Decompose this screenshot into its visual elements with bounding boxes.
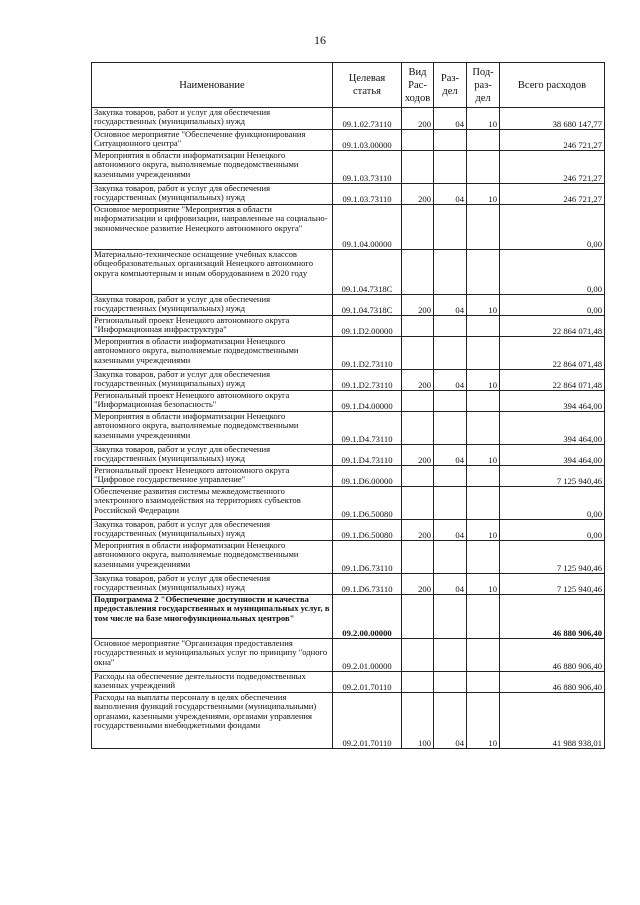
cell-name: Закупка товаров, работ и услуг для обеспечения государственных (муниципальных) нужд [92,184,333,205]
cell-podrazdel [467,672,500,693]
cell-total: 246 721,27 [500,130,605,151]
cell-razdel: 04 [434,693,467,749]
cell-total: 7 125 940,46 [500,574,605,595]
cell-total: 0,00 [500,520,605,541]
header-name: Наименование [92,63,333,108]
cell-podrazdel [467,412,500,445]
cell-total: 394 464,00 [500,445,605,466]
cell-podrazdel [467,151,500,184]
cell-total: 246 721,27 [500,184,605,205]
cell-podrazdel: 10 [467,108,500,130]
table-row [92,672,605,693]
cell-total: 0,00 [500,205,605,250]
cell-vid: 200 [402,108,434,130]
cell-total: 7 125 940,46 [500,466,605,487]
table-row [92,250,605,295]
cell-code: 09.1.D6.50080 [333,520,402,541]
cell-podrazdel [467,316,500,337]
table-row [92,184,605,205]
cell-name: Основное мероприятие "Организация предоставления государственных и муниципальных услуг по принципу "одного окна" [92,639,333,672]
cell-total: 0,00 [500,487,605,520]
cell-total: 46 880 906,40 [500,639,605,672]
cell-code: 09.1.D4.73110 [333,445,402,466]
cell-razdel [434,205,467,250]
cell-name: Региональный проект Ненецкого автономного округа "Цифровое государственное управление" [92,466,333,487]
cell-podrazdel [467,130,500,151]
table-row [92,520,605,541]
cell-name: Региональный проект Ненецкого автономного округа "Информационная безопасность" [92,391,333,412]
cell-code: 09.1.D2.73110 [333,337,402,370]
cell-total: 22 864 071,48 [500,316,605,337]
budget-table [91,62,605,749]
cell-vid [402,595,434,639]
cell-name: Расходы на выплаты персоналу в целях обеспечения выполнения функций государственными (муниципальными) органами, казенными учреждениями, органами управления государственными внебюджетными фондами [92,693,333,749]
cell-razdel [434,541,467,574]
header-vid: Вид Рас- ходов [402,63,434,108]
cell-razdel [434,391,467,412]
cell-razdel [434,130,467,151]
cell-razdel: 04 [434,445,467,466]
cell-name: Закупка товаров, работ и услуг для обеспечения государственных (муниципальных) нужд [92,520,333,541]
cell-podrazdel: 10 [467,295,500,316]
table-row [92,108,605,130]
cell-total: 41 988 938,01 [500,693,605,749]
cell-razdel: 04 [434,108,467,130]
cell-podrazdel: 10 [467,520,500,541]
cell-name: Закупка товаров, работ и услуг для обеспечения государственных (муниципальных) нужд [92,295,333,316]
cell-razdel [434,639,467,672]
cell-vid [402,541,434,574]
cell-name: Расходы на обеспечение деятельности подведомственных казенных учреждений [92,672,333,693]
cell-podrazdel [467,391,500,412]
cell-name: Основное мероприятие "Мероприятия в области информатизации и цифровизации, направленные на социально-экономическое развитие Ненецкого автономного округа" [92,205,333,250]
cell-razdel [434,672,467,693]
cell-razdel: 04 [434,295,467,316]
table-row [92,466,605,487]
table-row [92,487,605,520]
cell-name: Мероприятия в области информатизации Ненецкого автономного округа, выполняемые подведомственными казенными учреждениями [92,541,333,574]
cell-podrazdel: 10 [467,574,500,595]
table-row [92,205,605,250]
cell-razdel: 04 [434,370,467,391]
cell-code: 09.1.D6.73110 [333,574,402,595]
cell-vid [402,639,434,672]
cell-podrazdel: 10 [467,445,500,466]
header-total: Всего расходов [500,63,605,108]
cell-vid [402,130,434,151]
cell-vid [402,412,434,445]
cell-podrazdel: 10 [467,370,500,391]
table-row [92,151,605,184]
cell-name: Мероприятия в области информатизации Ненецкого автономного округа, выполняемые подведомственными казенными учреждениями [92,151,333,184]
cell-vid [402,391,434,412]
cell-code: 09.1.04.7318С [333,250,402,295]
cell-vid: 200 [402,520,434,541]
cell-vid [402,672,434,693]
cell-code: 09.1.D4.73110 [333,412,402,445]
cell-vid: 200 [402,370,434,391]
table-body [92,108,605,749]
cell-code: 09.1.04.00000 [333,205,402,250]
table-row [92,295,605,316]
cell-name: Подпрограмма 2 "Обеспечение доступности и качества предоставления государственных и муниципальных услуг, в том числе на базе многофункциональных центров" [92,595,333,639]
table-row [92,639,605,672]
cell-podrazdel [467,595,500,639]
cell-total: 22 864 071,48 [500,370,605,391]
cell-podrazdel [467,205,500,250]
cell-code: 09.1.03.73110 [333,184,402,205]
table-row [92,130,605,151]
cell-total: 0,00 [500,295,605,316]
cell-name: Обеспечение развития системы межведомственного электронного взаимодействия на территориях субъектов Российской Федерации [92,487,333,520]
cell-name: Региональный проект Ненецкого автономного округа "Информационная инфраструктура" [92,316,333,337]
cell-vid [402,316,434,337]
cell-razdel [434,412,467,445]
cell-total: 22 864 071,48 [500,337,605,370]
cell-podrazdel [467,541,500,574]
cell-total: 7 125 940,46 [500,541,605,574]
cell-name: Мероприятия в области информатизации Ненецкого автономного округа, выполняемые подведомственными казенными учреждениями [92,337,333,370]
cell-podrazdel [467,466,500,487]
table-header-row [92,63,605,108]
cell-total: 46 880 906,40 [500,672,605,693]
cell-code: 09.1.D2.73110 [333,370,402,391]
cell-razdel [434,466,467,487]
cell-razdel [434,595,467,639]
cell-total: 394 464,00 [500,391,605,412]
cell-podrazdel [467,639,500,672]
cell-code: 09.1.03.00000 [333,130,402,151]
cell-name: Закупка товаров, работ и услуг для обеспечения государственных (муниципальных) нужд [92,108,333,130]
cell-vid: 200 [402,445,434,466]
cell-vid: 100 [402,693,434,749]
cell-razdel: 04 [434,574,467,595]
cell-vid [402,250,434,295]
table-row [92,445,605,466]
cell-vid: 200 [402,184,434,205]
table-row [92,595,605,639]
cell-razdel: 04 [434,520,467,541]
cell-code: 09.1.02.73110 [333,108,402,130]
cell-podrazdel [467,337,500,370]
cell-code: 09.1.04.7318С [333,295,402,316]
cell-name: Основное мероприятие "Обеспечение функционирования Ситуационного центра" [92,130,333,151]
cell-total: 394 464,00 [500,412,605,445]
cell-total: 246 721,27 [500,151,605,184]
cell-name: Материально-техническое оснащение учебных классов общеобразовательных организаций Ненецкого автономного округа компьютерным и иным оборудованием в 2020 году [92,250,333,295]
table-row [92,541,605,574]
cell-podrazdel: 10 [467,184,500,205]
cell-code: 09.1.D6.50080 [333,487,402,520]
cell-razdel [434,337,467,370]
cell-vid: 200 [402,574,434,595]
header-razdel: Раз- дел [434,63,467,108]
cell-code: 09.1.D2.00000 [333,316,402,337]
cell-podrazdel [467,487,500,520]
cell-total: 0,00 [500,250,605,295]
cell-podrazdel: 10 [467,693,500,749]
table-row [92,412,605,445]
cell-code: 09.1.D4.00000 [333,391,402,412]
cell-name: Мероприятия в области информатизации Ненецкого автономного округа, выполняемые подведомственными казенными учреждениями [92,412,333,445]
cell-code: 09.1.D6.00000 [333,466,402,487]
cell-razdel [434,151,467,184]
cell-name: Закупка товаров, работ и услуг для обеспечения государственных (муниципальных) нужд [92,370,333,391]
cell-podrazdel [467,250,500,295]
cell-vid [402,205,434,250]
cell-razdel [434,487,467,520]
table-row [92,693,605,749]
cell-razdel [434,250,467,295]
cell-vid [402,337,434,370]
cell-total: 38 680 147,77 [500,108,605,130]
table-row [92,316,605,337]
cell-code: 09.2.01.00000 [333,639,402,672]
cell-code: 09.2.01.70110 [333,672,402,693]
header-podrazdel: Под- раз- дел [467,63,500,108]
cell-code: 09.1.03.73110 [333,151,402,184]
header-code: Целевая статья [333,63,402,108]
page-number: 16 [314,33,326,47]
cell-razdel [434,316,467,337]
cell-name: Закупка товаров, работ и услуг для обеспечения государственных (муниципальных) нужд [92,445,333,466]
cell-vid: 200 [402,295,434,316]
cell-total: 46 880 906,40 [500,595,605,639]
table-row [92,370,605,391]
cell-code: 09.2.00.00000 [333,595,402,639]
cell-vid [402,151,434,184]
table-row [92,574,605,595]
cell-vid [402,487,434,520]
cell-vid [402,466,434,487]
cell-name: Закупка товаров, работ и услуг для обеспечения государственных (муниципальных) нужд [92,574,333,595]
cell-code: 09.1.D6.73110 [333,541,402,574]
cell-razdel: 04 [434,184,467,205]
cell-code: 09.2.01.70110 [333,693,402,749]
table-row [92,337,605,370]
table-row [92,391,605,412]
